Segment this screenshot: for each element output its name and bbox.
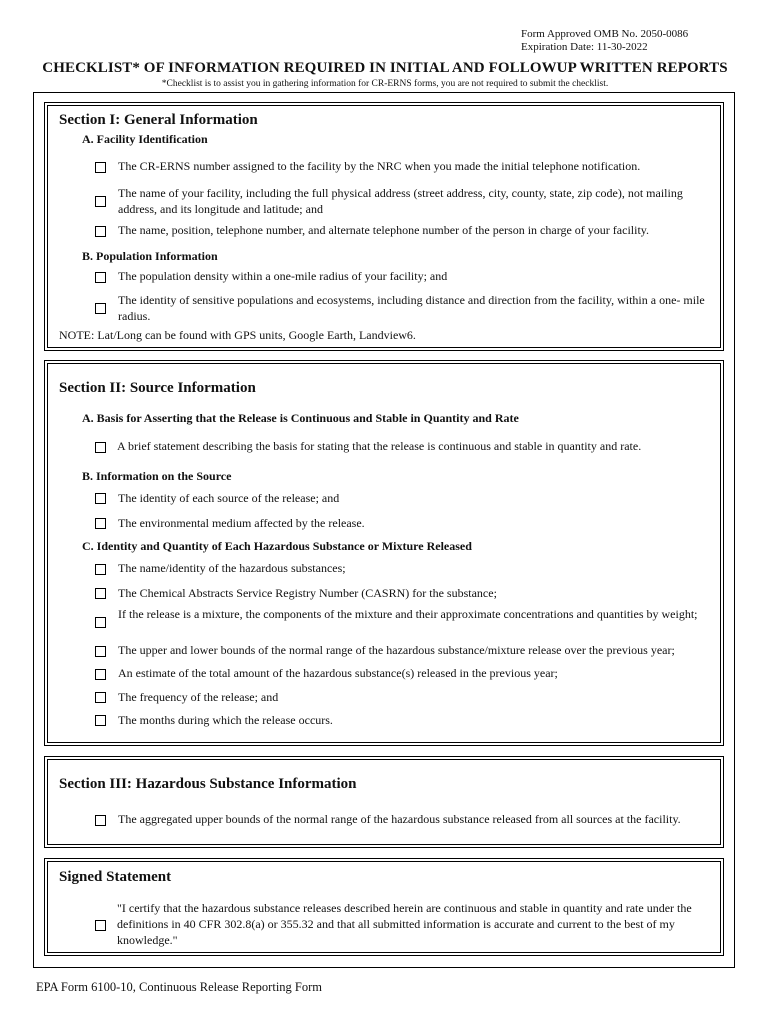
checkbox[interactable] bbox=[95, 303, 106, 314]
checkbox[interactable] bbox=[95, 588, 106, 599]
section-title: Section III: Hazardous Substance Information bbox=[59, 776, 357, 792]
checkbox[interactable] bbox=[95, 226, 106, 237]
certification-statement: "I certify that the hazardous substance releases described herein are continuous and stable in quantity and rate under the definitions in 40 CFR 302.8(a) or 355.32 and that all submitted information is accurate and current to the best of my knowledge." bbox=[117, 901, 692, 947]
form-footer: EPA Form 6100-10, Continuous Release Reporting Form bbox=[36, 980, 322, 994]
checklist-item: The months during which the release occurs. bbox=[118, 713, 333, 727]
checklist-item: The identity of each source of the release; and bbox=[118, 491, 340, 505]
checkbox[interactable] bbox=[95, 196, 106, 207]
note: NOTE: Lat/Long can be found with GPS units, Google Earth, Landview6. bbox=[59, 328, 416, 342]
checkbox[interactable] bbox=[95, 493, 106, 504]
section-hazardous-substance-information bbox=[44, 756, 724, 848]
omb-number: Form Approved OMB No. 2050-0086 bbox=[521, 28, 689, 40]
checklist-item: The identity of sensitive populations and ecosystems, including distance and direction from the facility, within a one- mile radius. bbox=[118, 293, 705, 323]
section-source-information bbox=[44, 360, 724, 746]
checkbox[interactable] bbox=[95, 617, 106, 628]
checkbox[interactable] bbox=[95, 692, 106, 703]
checklist-item: The population density within a one-mile radius of your facility; and bbox=[118, 269, 448, 283]
checklist-item: The frequency of the release; and bbox=[118, 690, 279, 704]
subsection-title: A. Basis for Asserting that the Release is Continuous and Stable in Quantity and Rate bbox=[82, 411, 519, 425]
subsection-title: A. Facility Identification bbox=[82, 132, 208, 146]
checkbox[interactable] bbox=[95, 646, 106, 657]
section-signed-statement bbox=[44, 858, 724, 956]
checklist-item: If the release is a mixture, the components of the mixture and their approximate concentrations and quantities by weight; bbox=[118, 607, 698, 621]
omb-approval bbox=[521, 28, 688, 54]
checklist-item: The Chemical Abstracts Service Registry Number (CASRN) for the substance; bbox=[118, 586, 497, 600]
section-general-information bbox=[44, 102, 724, 351]
subsection-title: B. Population Information bbox=[82, 249, 218, 263]
section-title: Section II: Source Information bbox=[59, 380, 256, 396]
checkbox[interactable] bbox=[95, 518, 106, 529]
page-subtitle: *Checklist is to assist you in gathering information for CR-ERNS forms, you are not required to submit the checklist. bbox=[161, 79, 609, 89]
subsection-title: B. Information on the Source bbox=[82, 469, 232, 483]
checklist-item: A brief statement describing the basis for stating that the release is continuous and stable in quantity and rate. bbox=[117, 439, 642, 453]
checklist-item: The upper and lower bounds of the normal range of the hazardous substance/mixture release over the previous year; bbox=[118, 643, 675, 657]
checklist-item: The name, position, telephone number, and alternate telephone number of the person in charge of your facility. bbox=[118, 223, 650, 237]
checklist-item: The environmental medium affected by the release. bbox=[118, 516, 365, 530]
subsection-title: C. Identity and Quantity of Each Hazardous Substance or Mixture Released bbox=[82, 539, 472, 553]
checkbox[interactable] bbox=[95, 669, 106, 680]
checklist-item: The name/identity of the hazardous substances; bbox=[118, 561, 346, 575]
checkbox[interactable] bbox=[95, 162, 106, 173]
expiration-date: Expiration Date: 11-30-2022 bbox=[521, 41, 648, 53]
checklist-item: An estimate of the total amount of the hazardous substance(s) released in the previous year; bbox=[118, 666, 558, 680]
checkbox[interactable] bbox=[95, 442, 106, 453]
section-title: Signed Statement bbox=[59, 869, 172, 885]
checkbox[interactable] bbox=[95, 272, 106, 283]
checklist-item: The CR-ERNS number assigned to the facility by the NRC when you made the initial telephone notification. bbox=[118, 159, 641, 173]
checklist-item: The name of your facility, including the full physical address (street address, city, county, state, zip code), not mailing address, and its longitude and latitude; and bbox=[118, 186, 683, 216]
checkbox[interactable] bbox=[95, 920, 106, 931]
checkbox[interactable] bbox=[95, 815, 106, 826]
checkbox[interactable] bbox=[95, 564, 106, 575]
page-title: CHECKLIST* OF INFORMATION REQUIRED IN INITIAL AND FOLLOWUP WRITTEN REPORTS bbox=[42, 60, 728, 76]
section-title: Section I: General Information bbox=[59, 112, 258, 128]
checkbox[interactable] bbox=[95, 715, 106, 726]
checklist-item: The aggregated upper bounds of the normal range of the hazardous substance released from all sources at the facility. bbox=[118, 812, 681, 826]
